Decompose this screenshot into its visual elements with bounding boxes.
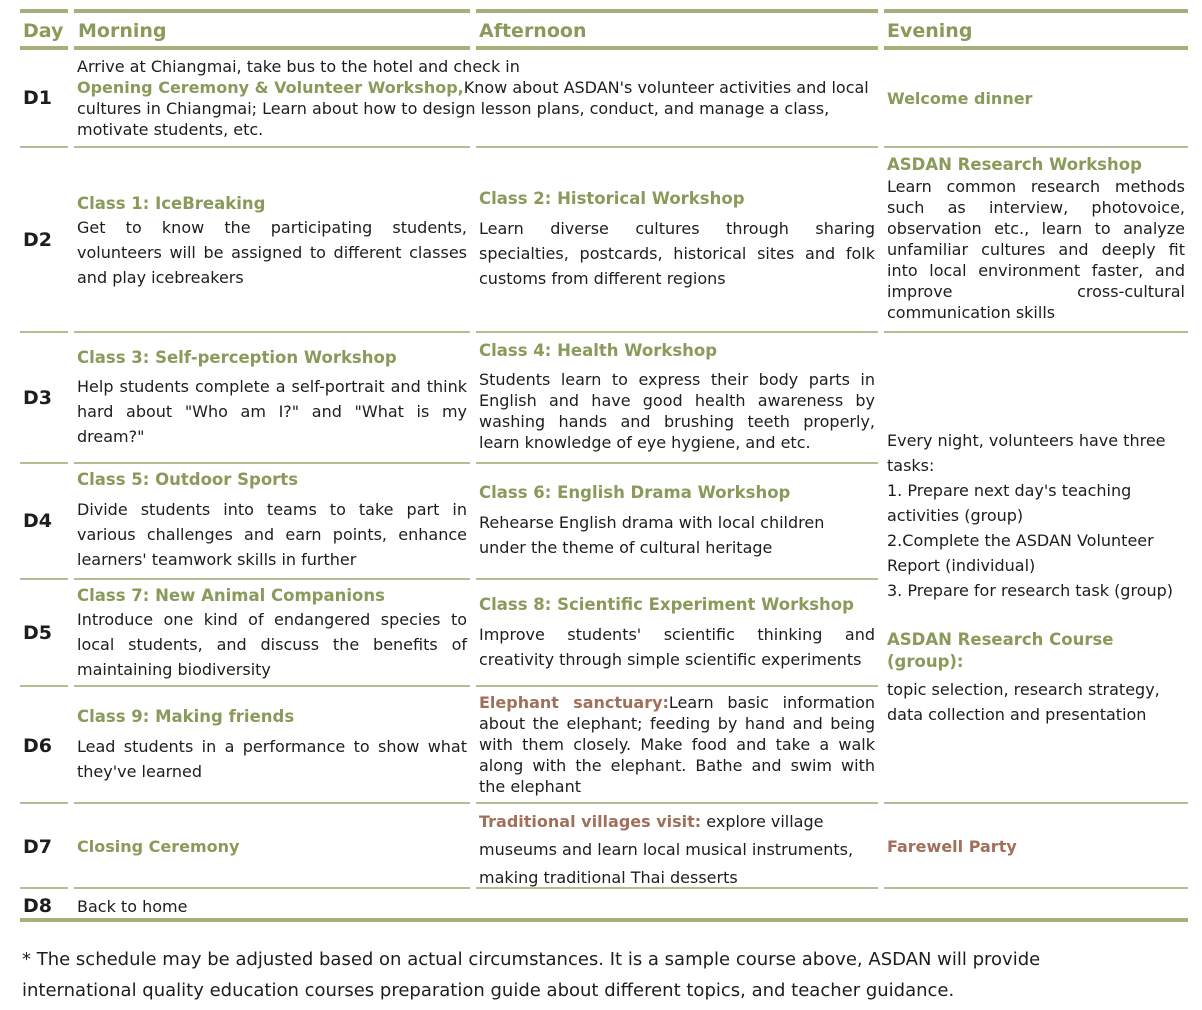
d2-morning-text: Get to know the participating students, volunteers will be assigned to different classes and play icebreakers bbox=[77, 218, 467, 287]
row-divider bbox=[74, 331, 470, 333]
row-divider bbox=[884, 146, 1188, 148]
footnote-line-2: international quality education courses preparation guide about different topics, and teacher guidance. bbox=[22, 980, 955, 1001]
d5-morning-text: Introduce one kind of endangered species to local students, and discuss the benefits of maintaining biodiversity bbox=[77, 610, 467, 679]
d6-morning bbox=[77, 706, 467, 784]
d5-morning bbox=[77, 585, 467, 682]
d1-opening-text-2: cultures in Chiangmai; Learn about how to design lesson plans, conduct, and manage a class, bbox=[77, 99, 830, 118]
header-morning: Morning bbox=[78, 20, 167, 42]
d6-afternoon-title: Elephant sanctuary: bbox=[479, 693, 669, 712]
d2-evening-text: Learn common research methods such as interview, photovoice, observation etc., learn to analyze unfamiliar cultures and deeply fit into local environment faster, and improve cross-cultural communication skills bbox=[887, 177, 1185, 322]
d2-afternoon-text: Learn diverse cultures through sharing specialties, postcards, historical sites and folk customs from different regions bbox=[479, 219, 875, 288]
d6-afternoon bbox=[479, 692, 875, 797]
day-label: D8 bbox=[23, 895, 52, 917]
d7-evening bbox=[887, 836, 1187, 857]
row-divider bbox=[476, 685, 878, 687]
header-bottom-rule bbox=[476, 46, 878, 50]
d1-opening-text: Know about ASDAN's volunteer activities and local bbox=[463, 78, 869, 97]
d3-morning bbox=[77, 347, 467, 449]
d2-afternoon-title: Class 2: Historical Workshop bbox=[479, 189, 745, 208]
row-divider bbox=[476, 331, 878, 333]
d3-morning-title: Class 3: Self-perception Workshop bbox=[77, 348, 397, 367]
d6-afternoon-text: Learn basic information about the elephant; feeding by hand and being with them closely. Make food and take a walk along with the elephant. Bathe and swim with the elephant bbox=[479, 693, 875, 796]
d1-opening-title: Opening Ceremony & Volunteer Workshop, bbox=[77, 78, 464, 97]
row-divider bbox=[884, 331, 1188, 333]
d5-afternoon-title: Class 8: Scientific Experiment Workshop bbox=[479, 595, 854, 614]
header-afternoon: Afternoon bbox=[479, 20, 587, 42]
header-bottom-rule bbox=[74, 46, 470, 50]
evening-task-3: 3. Prepare for research task (group) bbox=[887, 581, 1174, 600]
row-divider bbox=[74, 685, 470, 687]
footnote bbox=[22, 944, 1182, 1006]
day-label: D2 bbox=[23, 229, 52, 251]
row-divider bbox=[476, 462, 878, 464]
d2-morning bbox=[77, 193, 467, 290]
row-divider bbox=[884, 887, 1188, 889]
row-divider bbox=[74, 462, 470, 464]
d3-morning-text: Help students complete a self-portrait and think hard about "Who am I?" and "What is my dream?" bbox=[77, 377, 467, 446]
row-divider bbox=[74, 146, 470, 148]
header-top-rule bbox=[884, 9, 1188, 13]
d6-morning-text: Lead students in a performance to show what they've learned bbox=[77, 737, 467, 781]
evening-intro: Every night, volunteers have three tasks: bbox=[887, 431, 1166, 475]
row-divider bbox=[20, 802, 68, 804]
d5-morning-title: Class 7: New Animal Companions bbox=[77, 586, 385, 605]
evening-task-1: 1. Prepare next day's teaching activities (group) bbox=[887, 481, 1132, 525]
d7-afternoon-title: Traditional villages visit: bbox=[479, 812, 702, 831]
row-divider bbox=[476, 146, 878, 148]
d1-opening-line bbox=[77, 77, 877, 98]
day-label: D7 bbox=[23, 836, 52, 858]
row-divider bbox=[74, 578, 470, 580]
d3-afternoon-title: Class 4: Health Workshop bbox=[479, 341, 718, 360]
row-divider bbox=[20, 146, 68, 148]
d1-evening-title: Welcome dinner bbox=[887, 89, 1033, 108]
d2-morning-title: Class 1: IceBreaking bbox=[77, 194, 266, 213]
row-divider bbox=[20, 578, 68, 580]
row-divider bbox=[884, 802, 1188, 804]
day-label: D6 bbox=[23, 735, 52, 757]
row-divider bbox=[20, 462, 68, 464]
d3-afternoon bbox=[479, 340, 875, 453]
d4-morning-title: Class 5: Outdoor Sports bbox=[77, 470, 299, 489]
table-bottom-rule bbox=[20, 918, 1188, 922]
day-label: D5 bbox=[23, 622, 52, 644]
row-divider bbox=[20, 331, 68, 333]
d1-opening-text-3: motivate students, etc. bbox=[77, 120, 264, 139]
evening-task-2: 2.Complete the ASDAN Volunteer Report (individual) bbox=[887, 531, 1154, 575]
day-label: D3 bbox=[23, 387, 52, 409]
day-label: D1 bbox=[23, 87, 52, 109]
d8-morning: Back to home bbox=[77, 897, 188, 916]
d5-afternoon-text: Improve students' scientific thinking and creativity through simple scientific experiments bbox=[479, 625, 875, 669]
d4-afternoon-text: Rehearse English drama with local children under the theme of cultural heritage bbox=[479, 513, 825, 557]
header-bottom-rule bbox=[884, 46, 1188, 50]
d7-morning-title: Closing Ceremony bbox=[77, 837, 240, 856]
row-divider bbox=[74, 802, 470, 804]
d1-arrival-text: Arrive at Chiangmai, take bus to the hotel and check in bbox=[77, 57, 520, 76]
d1-morning bbox=[77, 56, 877, 140]
d7-evening-title: Farewell Party bbox=[887, 837, 1017, 856]
row-divider bbox=[476, 802, 878, 804]
footnote-line-1: * The schedule may be adjusted based on actual circumstances. It is a sample course above, ASDAN will provide bbox=[22, 949, 1041, 970]
d3-afternoon-text: Students learn to express their body parts in English and have good health awareness by washing hands and brushing teeth properly, learn knowledge of eye hygiene, and etc. bbox=[479, 370, 875, 452]
d6-morning-title: Class 9: Making friends bbox=[77, 707, 295, 726]
d7-afternoon-text: explore village museums and learn local musical instruments, making traditional Thai desserts bbox=[479, 812, 854, 887]
evening-course-title: ASDAN Research Course (group): bbox=[887, 630, 1114, 671]
header-evening: Evening bbox=[887, 20, 973, 42]
d1-evening bbox=[887, 88, 1187, 109]
evening-course-text: topic selection, research strategy, data collection and presentation bbox=[887, 680, 1160, 724]
day-label: D4 bbox=[23, 510, 52, 532]
row-divider bbox=[74, 887, 470, 889]
d2-evening-title: ASDAN Research Workshop bbox=[887, 155, 1142, 174]
d7-afternoon bbox=[479, 808, 875, 892]
header-day: Day bbox=[23, 20, 64, 42]
header-bottom-rule bbox=[20, 46, 68, 50]
evening-span bbox=[887, 428, 1187, 727]
d4-morning bbox=[77, 469, 467, 572]
d4-morning-text: Divide students into teams to take part in various challenges and earn points, enhance learners' teamwork skills in further bbox=[77, 500, 467, 569]
header-top-rule bbox=[476, 9, 878, 13]
row-divider bbox=[20, 685, 68, 687]
d4-afternoon bbox=[479, 482, 875, 560]
header-top-rule bbox=[20, 9, 68, 13]
d2-evening bbox=[887, 154, 1185, 323]
d4-afternoon-title: Class 6: English Drama Workshop bbox=[479, 483, 791, 502]
d7-morning bbox=[77, 836, 467, 857]
d2-afternoon bbox=[479, 188, 875, 291]
row-divider bbox=[476, 578, 878, 580]
row-divider bbox=[20, 887, 68, 889]
header-top-rule bbox=[74, 9, 470, 13]
d5-afternoon bbox=[479, 594, 875, 672]
